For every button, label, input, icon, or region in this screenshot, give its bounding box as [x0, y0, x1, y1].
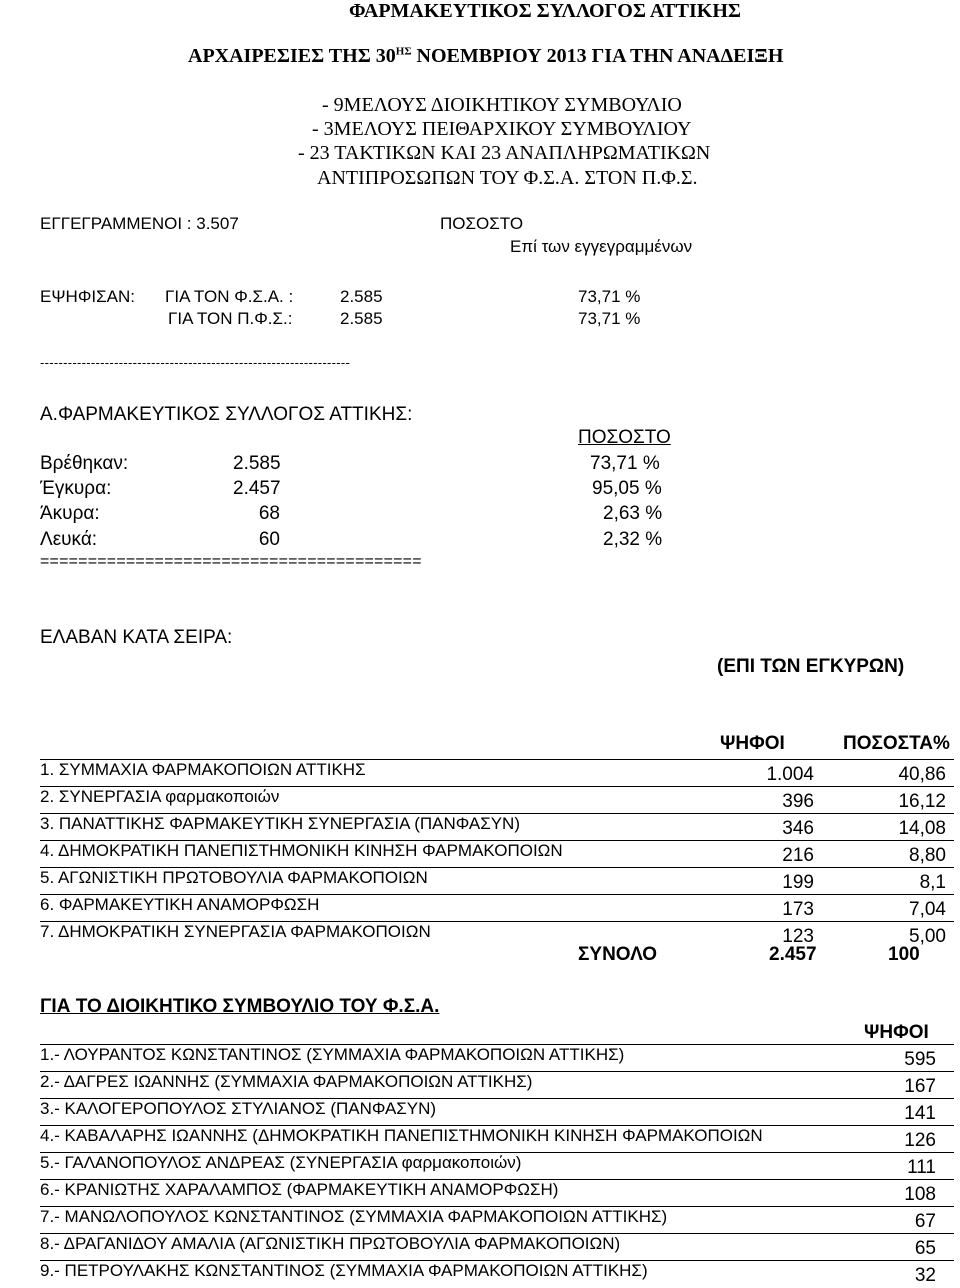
board-table — [0, 1043, 960, 1285]
voted-fsa-pct: 73,71 % — [578, 287, 641, 306]
candidate-name: 9.- ΠΕΤΡΟΥΛΑΚΗΣ ΚΩΝΣΤΑΝΤΙΝΟΣ (ΣΥΜΜΑΧΙΑ ΦΑΡΜΑΚΟΠΟΙΩΝ ΑΤΤΙΚΗΣ) — [40, 1261, 648, 1280]
registered-pct-header: ΠΟΣΟΣΤΟ — [440, 214, 524, 233]
candidate-votes: 67 — [914, 1211, 936, 1232]
invalid-pct: 2,63 % — [603, 503, 663, 524]
blank-value: 60 — [258, 529, 280, 550]
invalid-value: 68 — [258, 503, 280, 524]
blank-pct: 2,32 % — [603, 529, 663, 550]
party-votes: 396 — [782, 791, 814, 812]
valid-pct: 95,05 % — [592, 478, 662, 499]
party-name: 5. ΑΓΩΝΙΣΤΙΚΗ ΠΡΩΤΟΒΟΥΛΙΑ ΦΑΡΜΑΚΟΠΟΙΩΝ — [40, 868, 428, 887]
valid-label: Έγκυρα: — [40, 478, 112, 499]
candidate-name: 3.- ΚΑΛΟΓΕΡΟΠΟΥΛΟΣ ΣΤΥΛΙΑΝΟΣ (ΠΑΝΦΑΣΥΝ) — [40, 1099, 437, 1118]
candidate-name: 5.- ΓΑΛΑΝΟΠΟΥΛΟΣ ΑΝΔΡΕΑΣ (ΣΥΝΕΡΓΑΣΙΑ φαρμακοποιών) — [40, 1153, 522, 1172]
invalid-label: Άκυρα: — [40, 503, 100, 524]
equals-separator: ======================================== — [40, 553, 422, 570]
list-item — [0, 1099, 960, 1126]
party-pct: 8,1 — [919, 872, 946, 893]
registered-label: ΕΓΓΕΓΡΑΜΜΕΝΟΙ : 3.507 — [40, 214, 239, 233]
party-votes: 346 — [782, 818, 814, 839]
list-item — [0, 1234, 960, 1261]
candidate-votes: 108 — [904, 1184, 936, 1205]
document-subtitle — [188, 45, 783, 68]
registered-pct-sub: Επί των εγγεγραμμένων — [510, 237, 693, 256]
candidate-name: 7.- ΜΑΝΩΛΟΠΟΥΛΟΣ ΚΩΝΣΤΑΝΤΙΝΟΣ (ΣΥΜΜΑΧΙΑ ΦΑΡΜΑΚΟΠΟΙΩΝ ΑΤΤΙΚΗΣ) — [40, 1207, 668, 1226]
subtitle-sup: ΗΣ — [395, 45, 412, 58]
subtitle-pre: ΑΡΧΑΙΡΕΣΙΕΣ ΤΗΣ 30 — [188, 45, 396, 67]
candidate-votes: 167 — [904, 1076, 936, 1097]
candidate-name: 2.- ΔΑΓΡΕΣ ΙΩΑΝΝΗΣ (ΣΥΜΜΑΧΙΑ ΦΑΡΜΑΚΟΠΟΙΩΝ ΑΤΤΙΚΗΣ) — [40, 1072, 533, 1091]
candidate-votes: 126 — [904, 1130, 936, 1151]
header-item: - 23 ΤΑΚΤΙΚΩΝ ΚΑΙ 23 ΑΝΑΠΛΗΡΩΜΑΤΙΚΩΝ — [298, 142, 711, 164]
results-title: ΕΛΑΒΑΝ ΚΑΤΑ ΣΕΙΡΑ: — [40, 627, 233, 648]
total-pct: 100 — [888, 944, 920, 965]
party-votes: 216 — [782, 845, 814, 866]
header-item: - 9ΜΕΛΟΥΣ ΔΙΟΙΚΗΤΙΚΟΥ ΣΥΜΒΟΥΛΙΟ — [322, 94, 682, 116]
results-col-pct: ΠΟΣΟΣΤΑ% — [843, 733, 950, 754]
table-row — [0, 787, 960, 814]
candidate-name: 8.- ΔΡΑΓΑΝΙΔΟΥ ΑΜΑΛΙΑ (ΑΓΩΝΙΣΤΙΚΗ ΠΡΩΤΟΒΟΥΛΙΑ ΦΑΡΜΑΚΟΠΟΙΩΝ) — [40, 1234, 621, 1253]
list-item — [0, 1045, 960, 1072]
list-item — [0, 1207, 960, 1234]
found-pct: 73,71 % — [590, 453, 660, 474]
section-a-title: Α.ΦΑΡΜΑΚΕΥΤΙΚΟΣ ΣΥΛΛΟΓΟΣ ΑΤΤΙΚΗΣ: — [40, 404, 413, 425]
voted-pfs-pct: 73,71 % — [578, 309, 641, 328]
list-item — [0, 1153, 960, 1180]
board-col-votes: ΨΗΦΟΙ — [864, 1022, 929, 1043]
candidate-votes: 65 — [914, 1238, 936, 1259]
list-item — [0, 1072, 960, 1099]
header-item: - 3ΜΕΛΟΥΣ ΠΕΙΘΑΡΧΙΚΟΥ ΣΥΜΒΟΥΛΙΟΥ — [312, 118, 692, 140]
voted-fsa-label: ΓΙΑ ΤΟΝ Φ.Σ.Α. : — [165, 287, 294, 306]
table-row — [0, 895, 960, 922]
list-item — [0, 1126, 960, 1153]
dash-separator: ------------------------------------------------------------------- — [40, 355, 351, 370]
voted-label: ΕΨΗΦΙΣΑΝ: — [40, 287, 135, 306]
party-name: 6. ΦΑΡΜΑΚΕΥΤΙΚΗ ΑΝΑΜΟΡΦΩΣΗ — [40, 895, 320, 914]
table-row — [0, 868, 960, 895]
party-pct: 40,86 — [898, 764, 946, 785]
voted-fsa-value: 2.585 — [340, 287, 383, 306]
party-votes: 1.004 — [766, 764, 814, 785]
document-title: ΦΑΡΜΑΚΕΥΤΙΚΟΣ ΣΥΛΛΟΓΟΣ ΑΤΤΙΚΗΣ — [349, 0, 741, 22]
table-row — [0, 760, 960, 787]
board-title: ΓΙΑ ΤΟ ΔΙΟΙΚΗΤΙΚΟ ΣΥΜΒΟΥΛΙΟ ΤΟΥ Φ.Σ.Α. — [40, 996, 440, 1017]
party-name: 4. ΔΗΜΟΚΡΑΤΙΚΗ ΠΑΝΕΠΙΣΤΗΜΟΝΙΚΗ ΚΙΝΗΣΗ ΦΑΡΜΑΚΟΠΟΙΩΝ — [40, 841, 563, 860]
candidate-name: 1.- ΛΟΥΡΑΝΤΟΣ ΚΩΝΣΤΑΝΤΙΝΟΣ (ΣΥΜΜΑΧΙΑ ΦΑΡΜΑΚΟΠΟΙΩΝ ΑΤΤΙΚΗΣ) — [40, 1045, 625, 1064]
candidate-votes: 141 — [904, 1103, 936, 1124]
party-pct: 5,00 — [909, 926, 946, 947]
found-value: 2.585 — [233, 453, 281, 474]
candidate-name: 6.- ΚΡΑΝΙΩΤΗΣ ΧΑΡΑΛΑΜΠΟΣ (ΦΑΡΜΑΚΕΥΤΙΚΗ ΑΝΑΜΟΡΦΩΣΗ) — [40, 1180, 559, 1199]
subtitle-post: ΝΟΕΜΒΡΙΟΥ 2013 ΓΙΑ ΤΗΝ ΑΝΑΔΕΙΞΗ — [411, 45, 784, 67]
header-item: ΑΝΤΙΠΡΟΣΩΠΩΝ ΤΟΥ Φ.Σ.Α. ΣΤΟΝ Π.Φ.Σ. — [317, 167, 698, 189]
list-item — [0, 1180, 960, 1207]
candidate-votes: 32 — [914, 1265, 936, 1286]
party-name: 2. ΣΥΝΕΡΓΑΣΙΑ φαρμακοποιών — [40, 787, 280, 806]
party-name: 3. ΠΑΝΑΤΤΙΚΗΣ ΦΑΡΜΑΚΕΥΤΙΚΗ ΣΥΝΕΡΓΑΣΙΑ (ΠΑΝΦΑΣΥΝ) — [40, 814, 520, 833]
total-label: ΣΥΝΟΛΟ — [578, 944, 658, 965]
total-votes: 2.457 — [769, 944, 817, 965]
party-votes: 123 — [782, 926, 814, 947]
voted-pfs-label: ΓΙΑ ΤΟΝ Π.Φ.Σ.: — [168, 309, 293, 328]
results-col-votes: ΨΗΦΟΙ — [720, 733, 785, 754]
table-row — [0, 814, 960, 841]
party-votes: 199 — [782, 872, 814, 893]
candidate-votes: 595 — [904, 1049, 936, 1070]
party-name: 7. ΔΗΜΟΚΡΑΤΙΚΗ ΣΥΝΕΡΓΑΣΙΑ ΦΑΡΜΑΚΟΠΟΙΩΝ — [40, 922, 431, 941]
candidate-name: 4.- ΚΑΒΑΛΑΡΗΣ ΙΩΑΝΝΗΣ (ΔΗΜΟΚΡΑΤΙΚΗ ΠΑΝΕΠΙΣΤΗΜΟΝΙΚΗ ΚΙΝΗΣΗ ΦΑΡΜΑΚΟΠΟΙΩΝ — [40, 1126, 763, 1145]
list-item — [0, 1261, 960, 1288]
party-pct: 8,80 — [909, 845, 946, 866]
party-pct: 14,08 — [898, 818, 946, 839]
party-pct: 16,12 — [898, 791, 946, 812]
party-votes: 173 — [782, 899, 814, 920]
candidate-votes: 111 — [907, 1157, 936, 1178]
found-label: Βρέθηκαν: — [40, 453, 129, 474]
blank-label: Λευκά: — [40, 529, 98, 550]
section-a-pct-header: ΠΟΣΟΣΤΟ — [578, 427, 671, 448]
voted-pfs-value: 2.585 — [340, 309, 383, 328]
valid-value: 2.457 — [233, 478, 281, 499]
party-pct: 7,04 — [909, 899, 946, 920]
table-row — [0, 841, 960, 868]
results-table — [0, 756, 960, 946]
party-name: 1. ΣΥΜΜΑΧΙΑ ΦΑΡΜΑΚΟΠΟΙΩΝ ΑΤΤΙΚΗΣ — [40, 760, 366, 779]
results-basis: (ΕΠΙ ΤΩΝ ΕΓΚΥΡΩΝ) — [717, 656, 905, 677]
